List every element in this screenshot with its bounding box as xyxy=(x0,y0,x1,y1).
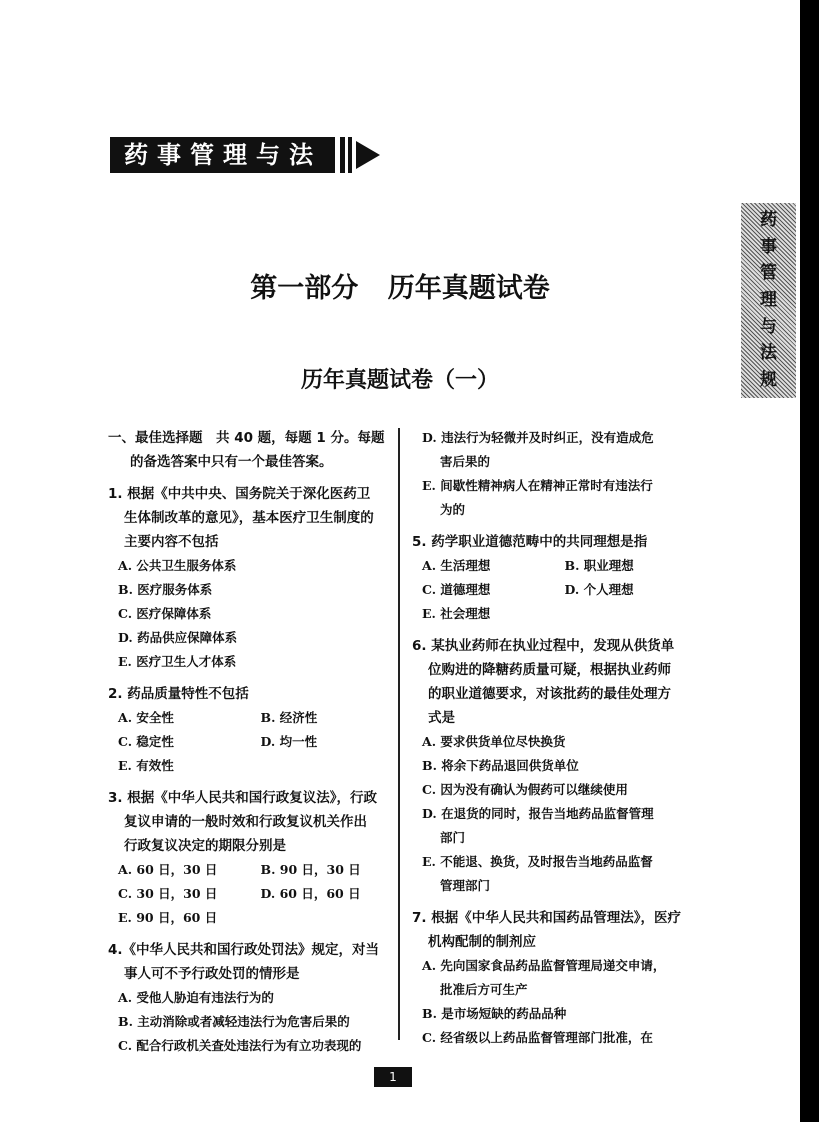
question xyxy=(108,938,393,1058)
option-row xyxy=(108,858,393,882)
option-text: D. 60 日，60 日 xyxy=(260,886,361,901)
option-text: C. 经省级以上药品监督管理部门批准，在 xyxy=(422,1030,653,1045)
question-stem-line: 位购进的降糖药质量可疑，根据执业药师 xyxy=(428,662,671,678)
side-tab-char: 规 xyxy=(760,370,777,391)
option-text: 部门 xyxy=(440,830,466,845)
option-text: B. 经济性 xyxy=(260,710,318,725)
option-row xyxy=(412,1002,697,1026)
option-text: 害后果的 xyxy=(440,454,491,469)
question-stem-line: 6. 某执业药师在执业过程中，发现从供货单 xyxy=(412,638,675,654)
option-row xyxy=(412,578,697,602)
question xyxy=(412,906,697,1050)
answer-option xyxy=(555,554,698,578)
answer-option xyxy=(251,858,394,882)
option-row xyxy=(412,802,697,850)
option-text: 批准后方可生产 xyxy=(440,982,528,997)
side-tab-char: 药 xyxy=(760,209,777,230)
question-stem-line: 4.《中华人民共和国行政处罚法》规定，对当 xyxy=(108,942,380,958)
option-row xyxy=(108,1010,393,1034)
option-row xyxy=(412,1026,697,1050)
option-text: B. 医疗服务体系 xyxy=(118,582,213,597)
option-text: A. 公共卫生服务体系 xyxy=(118,558,237,573)
heading-line: 一、最佳选择题 共 40 题，每题 1 分。每题 xyxy=(108,430,385,446)
option-row xyxy=(412,954,697,1002)
answer-option xyxy=(412,1002,565,1026)
banner-divider xyxy=(340,137,345,173)
option-row xyxy=(412,602,697,626)
answer-option xyxy=(108,578,261,602)
answer-option xyxy=(412,578,555,602)
question xyxy=(412,426,697,522)
question-stem-line: 1. 根据《中共中央、国务院关于深化医药卫 xyxy=(108,486,371,502)
option-row xyxy=(108,754,393,778)
question-stem-line: 5. 药学职业道德范畴中的共同理想是指 xyxy=(412,534,648,550)
option-row xyxy=(412,850,697,898)
answer-option xyxy=(412,554,555,578)
option-text: A. 先向国家食品药品监督管理局递交申请， xyxy=(422,958,666,973)
left-column xyxy=(108,426,393,1058)
answer-option xyxy=(412,730,565,754)
option-text: B. 职业理想 xyxy=(564,558,634,573)
option-row xyxy=(108,626,393,650)
option-text: A. 受他人胁迫有违法行为的 xyxy=(118,990,274,1005)
question-stem-line: 行政复议决定的期限分别是 xyxy=(124,838,286,854)
option-text: D. 在退货的同时，报告当地药品监督管理 xyxy=(422,806,654,821)
question xyxy=(412,634,697,898)
side-tab-char: 管 xyxy=(760,263,777,284)
answer-option xyxy=(108,882,251,906)
option-row xyxy=(108,554,393,578)
option-row xyxy=(412,474,697,522)
question-stem-line: 7. 根据《中华人民共和国药品管理法》，医疗 xyxy=(412,910,681,926)
side-tab-char: 理 xyxy=(760,289,777,310)
answer-option xyxy=(108,858,251,882)
question-stem-line: 式是 xyxy=(428,710,455,726)
option-row xyxy=(412,554,697,578)
answer-option xyxy=(412,602,565,626)
answer-option xyxy=(412,778,628,802)
option-row xyxy=(412,730,697,754)
option-text: B. 90 日，30 日 xyxy=(260,862,361,877)
answer-option xyxy=(108,706,251,730)
heading-line: 的备选答案中只有一个最佳答案。 xyxy=(130,454,333,470)
option-text: A. 生活理想 xyxy=(422,558,491,573)
option-row xyxy=(108,650,393,674)
question-stem-line: 2. 药品质量特性不包括 xyxy=(108,686,249,702)
answer-option xyxy=(412,474,653,522)
option-text: E. 间歇性精神病人在精神正常时有违法行 xyxy=(422,478,653,493)
answer-option xyxy=(108,554,261,578)
part-title: 第一部分 历年真题试卷 xyxy=(250,273,550,304)
option-text: 为的 xyxy=(440,502,466,517)
answer-option xyxy=(555,578,698,602)
option-text: C. 稳定性 xyxy=(118,734,174,749)
question-stem-line: 机构配制的制剂应 xyxy=(428,934,536,950)
answer-option xyxy=(412,850,653,898)
option-text: D. 违法行为轻微并及时纠正，没有造成危 xyxy=(422,430,654,445)
option-text: D. 药品供应保障体系 xyxy=(118,630,238,645)
option-text: E. 医疗卫生人才体系 xyxy=(118,654,237,669)
answer-option xyxy=(251,730,394,754)
option-text: 管理部门 xyxy=(440,878,491,893)
option-text: D. 个人理想 xyxy=(564,582,634,597)
option-row xyxy=(108,602,393,626)
option-row xyxy=(108,986,393,1010)
option-row xyxy=(108,730,393,754)
option-row xyxy=(412,778,697,802)
question-stem-line: 生体制改革的意见》，基本医疗卫生制度的 xyxy=(124,510,374,526)
answer-option xyxy=(108,730,251,754)
question-stem-line: 复议申请的一般时效和行政复议机关作出 xyxy=(124,814,367,830)
option-row xyxy=(108,578,393,602)
question-stem-line: 的职业道德要求，对该批药的最佳处理方 xyxy=(428,686,671,702)
answer-option xyxy=(108,1034,362,1058)
answer-option xyxy=(108,1010,350,1034)
option-text: C. 医疗保障体系 xyxy=(118,606,212,621)
question-stem-line: 3. 根据《中华人民共和国行政复议法》，行政 xyxy=(108,790,377,806)
option-text: B. 是市场短缺的药品品种 xyxy=(422,1006,567,1021)
option-text: A. 安全性 xyxy=(118,710,174,725)
section-heading xyxy=(108,426,393,474)
side-tab-char: 与 xyxy=(760,316,777,337)
option-text: E. 有效性 xyxy=(118,758,174,773)
banner-arrow-icon xyxy=(356,141,380,169)
option-row xyxy=(412,426,697,474)
option-row xyxy=(108,1034,393,1058)
side-tab-char: 事 xyxy=(760,236,777,257)
option-text: E. 90 日，60 日 xyxy=(118,910,218,925)
answer-option xyxy=(412,754,579,778)
question xyxy=(108,786,393,930)
option-row xyxy=(108,706,393,730)
question xyxy=(108,482,393,674)
option-text: B. 将余下药品退回供货单位 xyxy=(422,758,579,773)
option-text: C. 道德理想 xyxy=(422,582,491,597)
answer-option xyxy=(108,602,261,626)
column-divider xyxy=(398,428,400,1040)
option-text: E. 不能退、换货，及时报告当地药品监督 xyxy=(422,854,653,869)
option-text: C. 30 日，30 日 xyxy=(118,886,218,901)
option-text: A. 60 日，30 日 xyxy=(118,862,218,877)
right-column xyxy=(412,426,697,1050)
page-number: 1 xyxy=(374,1067,412,1087)
question xyxy=(108,682,393,778)
option-text: C. 配合行政机关查处违法行为有立功表现的 xyxy=(118,1038,362,1053)
question-stem-line: 事人可不予行政处罚的情形是 xyxy=(124,966,300,982)
option-text: E. 社会理想 xyxy=(422,606,491,621)
answer-option xyxy=(108,986,274,1010)
option-row xyxy=(108,906,393,930)
answer-option xyxy=(108,754,261,778)
exam-title: 历年真题试卷（一） xyxy=(300,368,499,393)
answer-option xyxy=(108,626,261,650)
answer-option xyxy=(251,882,394,906)
option-row xyxy=(108,882,393,906)
banner-divider xyxy=(348,137,352,173)
option-text: B. 主动消除或者减轻违法行为危害后果的 xyxy=(118,1014,350,1029)
answer-option xyxy=(412,1026,653,1050)
scan-edge xyxy=(800,0,819,1122)
section-banner: 药事管理与法规 xyxy=(110,137,335,173)
answer-option xyxy=(412,954,666,1002)
answer-option xyxy=(108,906,261,930)
option-row xyxy=(412,754,697,778)
question-stem-line: 主要内容不包括 xyxy=(124,534,219,550)
answer-option xyxy=(412,426,654,474)
answer-option xyxy=(251,706,394,730)
option-text: A. 要求供货单位尽快换货 xyxy=(422,734,566,749)
option-text: C. 因为没有确认为假药可以继续使用 xyxy=(422,782,628,797)
answer-option xyxy=(412,802,654,850)
option-text: D. 均一性 xyxy=(260,734,318,749)
side-tab-char: 法 xyxy=(760,343,777,364)
answer-option xyxy=(108,650,261,674)
question xyxy=(412,530,697,626)
